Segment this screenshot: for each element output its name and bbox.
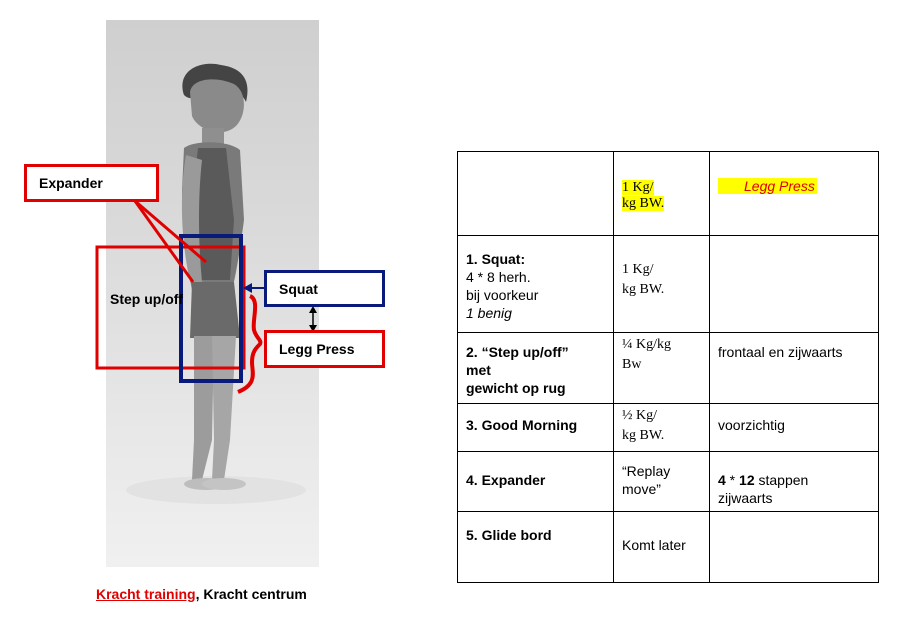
legg-press-label-text: Legg Press xyxy=(279,341,355,357)
row2-title-line1: 2. “Step up/off” xyxy=(466,344,569,360)
row3-exercise xyxy=(458,404,614,452)
header-load-line2: kg BW. xyxy=(622,196,665,211)
header-load-line1: 1 Kg/ xyxy=(622,180,654,195)
row1-detail2: bij voorkeur xyxy=(466,287,539,303)
row4-load-line2: move” xyxy=(622,481,661,497)
header-cell-load xyxy=(614,152,710,236)
header-cell-empty xyxy=(458,152,614,236)
table-header-row xyxy=(458,152,879,236)
row3-title: 3. Good Morning xyxy=(466,417,578,433)
row2-title-line2: met xyxy=(466,362,491,378)
row1-load-line2: kg BW. xyxy=(622,282,665,297)
row4-load-line1: “Replay xyxy=(622,463,671,479)
row4-title: 4. Expander xyxy=(466,472,546,488)
row5-exercise xyxy=(458,512,614,583)
row4-note-line2: zijwaarts xyxy=(718,490,773,506)
row4-note-rest: stappen xyxy=(754,472,809,488)
row1-load xyxy=(614,236,710,333)
legg-press-label xyxy=(264,330,385,368)
table-row xyxy=(458,452,879,512)
row1-detail3: 1 benig xyxy=(466,305,512,321)
row5-load-text: Komt later xyxy=(622,537,686,553)
row5-note xyxy=(710,512,879,583)
row3-load-line1: ½ Kg/ xyxy=(622,408,657,423)
row2-load-line1: ¼ Kg/kg xyxy=(622,337,671,352)
header-cell-legg-press xyxy=(710,152,879,236)
table-row xyxy=(458,404,879,452)
row4-note xyxy=(710,452,879,512)
step-up-label xyxy=(110,291,183,307)
row2-note-text: frontaal en zijwaarts xyxy=(718,344,843,360)
step-up-label-text: Step up/off xyxy=(110,291,184,307)
row1-detail1: 4 * 8 herh. xyxy=(466,269,531,285)
expander-label-text: Expander xyxy=(39,175,103,191)
row2-load xyxy=(614,333,710,404)
row1-title: 1. Squat: xyxy=(466,251,526,267)
exercise-table xyxy=(457,151,879,583)
row3-note-text: voorzichtig xyxy=(718,417,785,433)
row2-load-line2: Bw xyxy=(622,357,642,372)
row4-note-mid: * xyxy=(725,472,740,488)
expander-label xyxy=(24,164,159,202)
row1-exercise xyxy=(458,236,614,333)
row5-title: 5. Glide bord xyxy=(466,527,552,543)
row2-title-line3: gewicht op rug xyxy=(466,380,566,396)
table-row xyxy=(458,512,879,583)
row1-load-line1: 1 Kg/ xyxy=(622,262,654,277)
squat-label-text: Squat xyxy=(279,280,318,297)
row2-exercise xyxy=(458,333,614,404)
table-row xyxy=(458,236,879,333)
row4-load xyxy=(614,452,710,512)
row1-note xyxy=(710,236,879,333)
caption-highlight: Kracht training xyxy=(96,586,196,602)
squat-label xyxy=(264,270,385,307)
row2-note xyxy=(710,333,879,404)
photo-caption xyxy=(96,586,307,602)
row4-exercise xyxy=(458,452,614,512)
row4-note-bold1: 4 xyxy=(718,472,726,488)
caption-rest: , Kracht centrum xyxy=(195,586,307,602)
row3-load-line2: kg BW. xyxy=(622,428,665,443)
row5-load xyxy=(614,512,710,583)
row4-note-bold2: 12 xyxy=(739,472,755,488)
row3-load xyxy=(614,404,710,452)
table-row xyxy=(458,333,879,404)
header-legg-press-text: Legg Press xyxy=(718,178,817,194)
row3-note xyxy=(710,404,879,452)
